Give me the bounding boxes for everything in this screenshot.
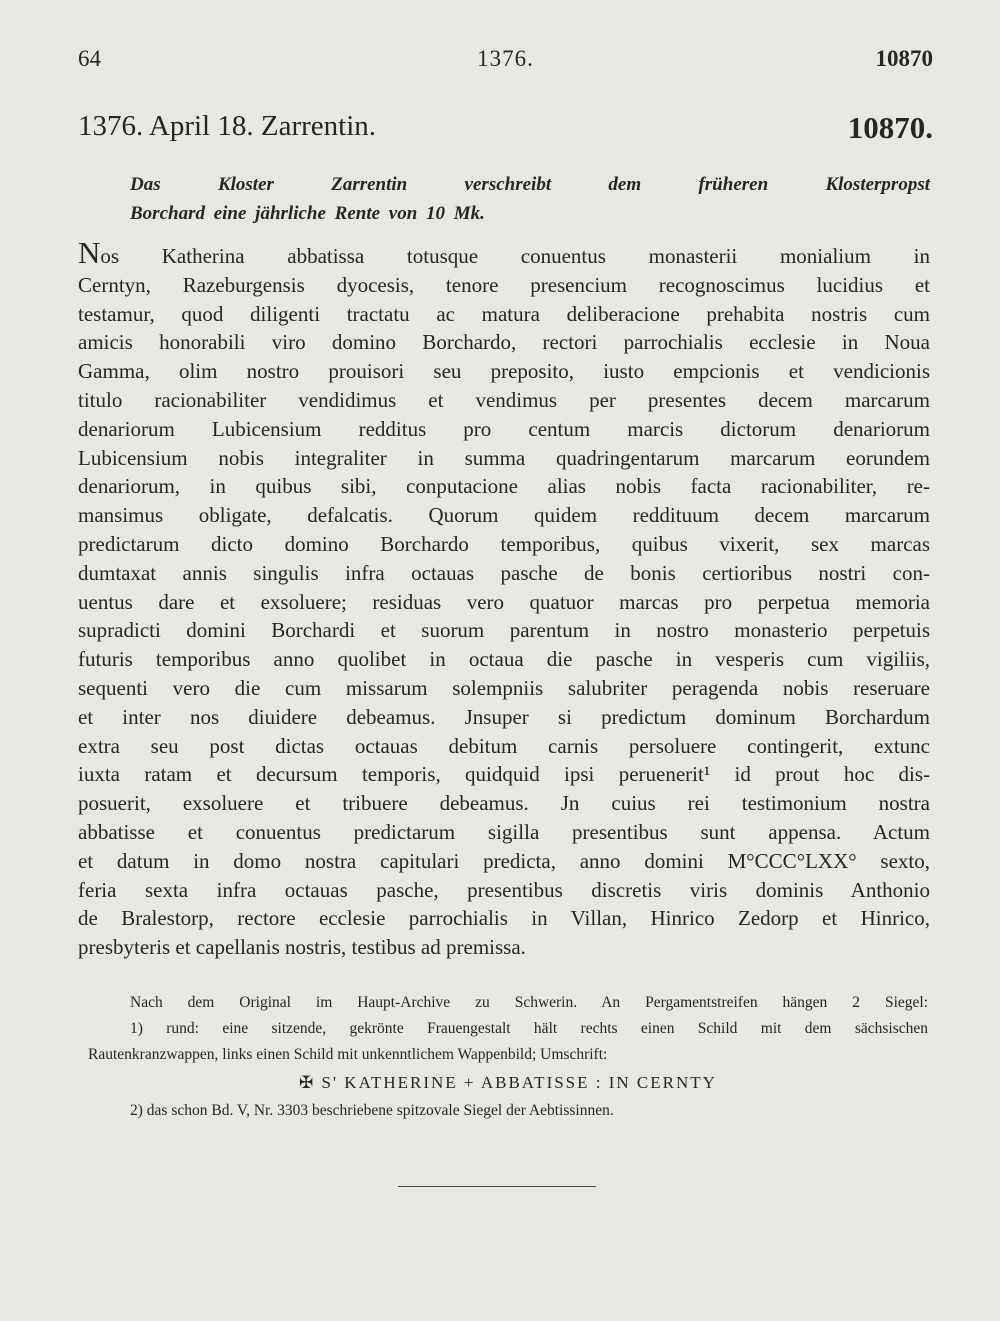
end-rule — [398, 1186, 596, 1187]
text-line: posuerit, exsoluere et tribuere debeamus. Jn cuius rei testimonium nostra — [78, 791, 930, 816]
source-note: Nach dem Original im Haupt-Archive zu Schwerin. An Pergamentstreifen hängen 2 Siegel: — [130, 994, 928, 1011]
text-line: presbyteris et capellanis nostris, testibus ad premissa. — [78, 935, 526, 960]
page-number: 64 — [78, 46, 101, 71]
drop-cap: N — [78, 235, 101, 270]
text-line: Lubicensium nobis integraliter in summa quadringentarum marcarum eorundem — [78, 445, 930, 470]
running-doc-number: 10870 — [875, 46, 933, 71]
text-line: de Bralestorp, rectore ecclesie parrochialis in Villan, Hinrico Zedorp et Hinrico, — [78, 906, 930, 931]
summary-regest — [130, 170, 930, 228]
text-line — [78, 235, 930, 271]
document-number: 10870. — [847, 110, 933, 145]
text-line: Cerntyn, Razeburgensis dyocesis, tenore presencium recognoscimus lucidius et — [78, 272, 930, 297]
text-line: Gamma, olim nostro prouisori seu preposito, iusto empcionis et vendicionis — [78, 359, 930, 384]
text-line: futuris temporibus anno quolibet in octaua die pasche in vesperis cum vigiliis, — [78, 647, 930, 672]
text-line: iuxta ratam et decursum temporis, quidquid ipsi peruenerit¹ id prout hoc dis- — [78, 762, 930, 787]
text-line: et inter nos diuidere debeamus. Jnsuper si predictum dominum Borchardum — [78, 704, 930, 729]
seal-description-1-cont: Rautenkranzwappen, links einen Schild mit unkenntlichem Wappenbild; Umschrift: — [88, 1046, 608, 1063]
text-line: titulo racionabiliter vendidimus et vendimus per presentes decem marcarum — [78, 387, 930, 412]
text-line: abbatisse et conuentus predictarum sigilla presentibus sunt appensa. Actum — [78, 819, 930, 844]
text-line: extra seu post dictas octauas debitum carnis persoluere contingerit, extunc — [78, 733, 930, 758]
seal-description-2: 2) das schon Bd. V, Nr. 3303 beschriebene spitzovale Siegel der Aebtissinnen. — [130, 1102, 614, 1119]
text-line: denariorum Lubicensium redditus pro centum marcis dictorum denariorum — [78, 416, 930, 441]
running-head — [78, 46, 933, 76]
text-line: testamur, quod diligenti tractatu ac matura deliberacione prehabita nostris cum — [78, 301, 930, 326]
text-line: supradicti domini Borchardi et suorum parentum in nostro monasterio perpetuis — [78, 618, 930, 643]
text-line: et datum in domo nostra capitulari predicta, anno domini M°CCC°LXX° sexto, — [78, 848, 930, 873]
text-line: feria sexta infra octauas pasche, presentibus discretis viris dominis Anthonio — [78, 877, 930, 902]
text-line-content: os Katherina abbatissa totusque conuentus monasterii monialium in — [100, 244, 930, 268]
document-heading — [78, 110, 933, 150]
text-line: sequenti vero die cum missarum solempniis salubriter peragenda nobis reseruare — [78, 675, 930, 700]
text-line: predictarum dicto domino Borchardo temporibus, quibus vixerit, sex marcas — [78, 531, 930, 556]
date-place: 1376. April 18. Zarrentin. — [78, 110, 377, 142]
summary-line: Borchard eine jährliche Rente von 10 Mk. — [130, 203, 485, 224]
source-notes — [88, 990, 928, 1124]
summary-line: Das Kloster Zarrentin verschreibt dem früheren Klosterpropst — [130, 174, 930, 195]
charter-text — [78, 235, 930, 962]
text-line: mansimus obligate, defalcatis. Quorum quidem reddituum decem marcarum — [78, 503, 930, 528]
text-line: amicis honorabili viro domino Borchardo, rectori parrochialis ecclesie in Noua — [78, 330, 930, 355]
text-line: uentus dare et exsoluere; residuas vero quatuor marcas pro perpetua memoria — [78, 589, 930, 614]
text-line: denariorum, in quibus sibi, conputacione alias nobis facta racionabiliter, re- — [78, 474, 930, 499]
running-year: 1376. — [477, 46, 534, 71]
seal-inscription: ✠ S' KATHERINE + ABBATISSE : IN CERNTY — [299, 1073, 717, 1092]
text-line: dumtaxat annis singulis infra octauas pasche de bonis certioribus nostri con- — [78, 560, 930, 585]
seal-description-1: 1) rund: eine sitzende, gekrönte Frauengestalt hält rechts einen Schild mit dem sächsischen — [130, 1020, 928, 1037]
